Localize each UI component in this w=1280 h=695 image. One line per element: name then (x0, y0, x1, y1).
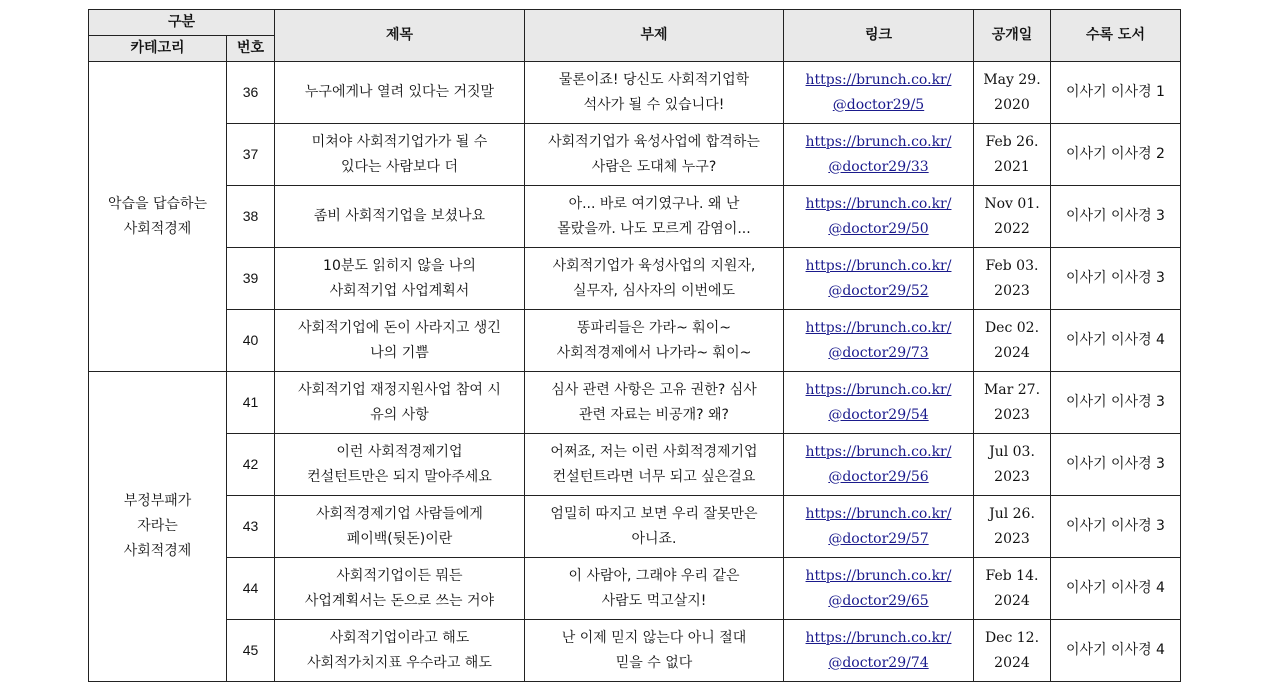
table-row (89, 62, 1181, 124)
date-cell (974, 62, 1051, 124)
title-text: 이런 사회적경제기업 (336, 443, 463, 460)
number-cell: 40 (227, 310, 275, 372)
date-text: Dec 12. (984, 629, 1040, 646)
link-text[interactable]: https://brunch.co.kr/ (805, 133, 952, 150)
link-text[interactable]: @doctor29/33 (828, 158, 929, 175)
header-date: 공개일 (974, 10, 1051, 62)
article-link[interactable] (788, 440, 969, 490)
subtitle-text: 아니죠. (631, 530, 677, 547)
link-cell (784, 434, 974, 496)
title-cell (275, 248, 525, 310)
book-cell: 이사기 이사경 3 (1051, 248, 1181, 310)
subtitle-text: 똥파리들은 가라~ 훠이~ (576, 319, 732, 336)
table-row (89, 496, 1181, 558)
subtitle-text: 사회적기업가 육성사업의 지원자, (552, 257, 756, 274)
book-cell: 이사기 이사경 3 (1051, 496, 1181, 558)
subtitle-text: 물론이죠! 당신도 사회적기업학 (558, 71, 750, 88)
title-text: 나의 기쁨 (370, 344, 429, 361)
table-row (89, 310, 1181, 372)
date-text: 2023 (994, 530, 1030, 547)
title-text: 페이백(뒷돈)이란 (346, 530, 453, 547)
table-row (89, 186, 1181, 248)
book-cell: 이사기 이사경 1 (1051, 62, 1181, 124)
link-cell (784, 248, 974, 310)
table-body (89, 62, 1181, 682)
table-row (89, 558, 1181, 620)
link-cell (784, 620, 974, 682)
title-cell (275, 186, 525, 248)
subtitle-cell (525, 496, 784, 558)
link-text[interactable]: https://brunch.co.kr/ (805, 195, 952, 212)
date-text: 2024 (994, 654, 1030, 671)
link-text[interactable]: https://brunch.co.kr/ (805, 505, 952, 522)
book-cell: 이사기 이사경 4 (1051, 310, 1181, 372)
date-text: 2022 (994, 220, 1030, 237)
title-cell (275, 310, 525, 372)
link-text[interactable]: @doctor29/52 (828, 282, 929, 299)
link-cell (784, 186, 974, 248)
link-cell (784, 558, 974, 620)
date-text: 2023 (994, 406, 1030, 423)
link-cell (784, 496, 974, 558)
article-link[interactable] (788, 130, 969, 180)
subtitle-text: 믿을 수 없다 (615, 654, 693, 671)
number-cell: 44 (227, 558, 275, 620)
subtitle-text: 사회적기업가 육성사업에 합격하는 (548, 133, 760, 150)
header-subtitle: 부제 (525, 10, 784, 62)
link-cell (784, 124, 974, 186)
title-text: 좀비 사회적기업을 보셨나요 (313, 208, 486, 224)
table-row (89, 434, 1181, 496)
subtitle-cell (525, 124, 784, 186)
subtitle-cell (525, 434, 784, 496)
category-label: 자라는 (137, 518, 178, 534)
link-text[interactable]: @doctor29/56 (828, 468, 929, 485)
subtitle-text: 사회적경제에서 나가라~ 훠이~ (556, 344, 752, 361)
book-cell: 이사기 이사경 4 (1051, 558, 1181, 620)
header-group: 구분 (89, 10, 275, 36)
title-cell (275, 372, 525, 434)
date-text: 2023 (994, 468, 1030, 485)
article-link[interactable] (788, 192, 969, 242)
title-text: 사회적기업 사업계획서 (329, 282, 470, 299)
title-text: 사업계획서는 돈으로 쓰는 거야 (304, 592, 495, 609)
date-text: Mar 27. (983, 381, 1041, 398)
title-cell (275, 558, 525, 620)
subtitle-text: 어쩌죠, 저는 이런 사회적경제기업 (550, 443, 758, 460)
link-text[interactable]: @doctor29/50 (828, 220, 929, 237)
title-text: 사회적기업에 돈이 사라지고 생긴 (298, 319, 501, 336)
title-text: 사회적가치지표 우수라고 해도 (307, 654, 492, 671)
category-label: 악습을 답습하는 (107, 195, 208, 212)
title-cell (275, 496, 525, 558)
title-text: 사회적기업이든 뭐든 (336, 567, 463, 584)
date-text: 2020 (994, 96, 1030, 113)
book-cell: 이사기 이사경 4 (1051, 620, 1181, 682)
title-text: 컨설턴트만은 되지 말아주세요 (307, 468, 492, 485)
date-text: May 29. (983, 71, 1041, 88)
number-cell: 39 (227, 248, 275, 310)
link-text[interactable]: https://brunch.co.kr/ (805, 567, 952, 584)
category-label: 사회적경제 (123, 220, 192, 237)
article-link[interactable] (788, 564, 969, 614)
title-text: 사회적경제기업 사람들에게 (316, 505, 483, 522)
subtitle-text: 난 이제 믿지 않는다 아니 절대 (561, 629, 747, 646)
header-number: 번호 (227, 36, 275, 62)
subtitle-text: 몰랐을까. 나도 모르게 감염이... (557, 220, 751, 237)
number-cell: 42 (227, 434, 275, 496)
link-text[interactable]: https://brunch.co.kr/ (805, 629, 952, 646)
category-label: 사회적경제 (123, 543, 192, 559)
subtitle-cell (525, 310, 784, 372)
subtitle-text: 이 사람아, 그래야 우리 같은 (568, 567, 740, 584)
subtitle-cell (525, 620, 784, 682)
title-cell (275, 620, 525, 682)
link-text[interactable]: https://brunch.co.kr/ (805, 381, 952, 398)
link-text[interactable]: @doctor29/74 (828, 654, 929, 671)
link-text[interactable]: @doctor29/65 (828, 592, 929, 609)
book-cell: 이사기 이사경 3 (1051, 372, 1181, 434)
date-cell (974, 124, 1051, 186)
number-cell: 45 (227, 620, 275, 682)
article-link[interactable] (788, 254, 969, 304)
link-text[interactable]: https://brunch.co.kr/ (805, 257, 952, 274)
date-cell (974, 620, 1051, 682)
date-text: Nov 01. (984, 195, 1040, 212)
subtitle-cell (525, 186, 784, 248)
link-text[interactable]: @doctor29/57 (828, 530, 929, 547)
table-row (89, 620, 1181, 682)
date-cell (974, 558, 1051, 620)
date-text: 2023 (994, 282, 1030, 299)
title-cell (275, 434, 525, 496)
title-text: 사회적기업이라고 해도 (329, 629, 470, 646)
title-text: 10분도 읽히지 않을 나의 (323, 257, 476, 274)
header-category: 카테고리 (89, 36, 227, 62)
date-text: Jul 03. (989, 443, 1035, 460)
date-cell (974, 248, 1051, 310)
subtitle-text: 컨설턴트라면 너무 되고 싶은걸요 (552, 468, 756, 485)
subtitle-text: 석사가 될 수 있습니다! (583, 96, 725, 113)
header-title: 제목 (275, 10, 525, 62)
link-cell (784, 62, 974, 124)
category-label: 부정부패가 (123, 493, 192, 509)
article-link[interactable] (788, 626, 969, 676)
date-text: Feb 03. (985, 257, 1039, 274)
date-text: 2024 (994, 344, 1030, 361)
header-book: 수록 도서 (1051, 10, 1181, 62)
date-text: 2024 (994, 592, 1030, 609)
subtitle-text: 사람도 먹고살지! (601, 592, 707, 609)
table-row (89, 248, 1181, 310)
link-text[interactable]: @doctor29/5 (832, 96, 925, 113)
title-text: 사회적기업 재정지원사업 참여 시 (298, 381, 501, 398)
title-cell (275, 124, 525, 186)
date-text: Jul 26. (989, 505, 1035, 522)
link-text[interactable]: https://brunch.co.kr/ (805, 319, 952, 336)
link-cell (784, 372, 974, 434)
date-text: Feb 26. (985, 133, 1039, 150)
date-cell (974, 434, 1051, 496)
book-cell: 이사기 이사경 2 (1051, 124, 1181, 186)
article-link[interactable] (788, 378, 969, 428)
number-cell: 43 (227, 496, 275, 558)
link-text[interactable]: https://brunch.co.kr/ (805, 443, 952, 460)
number-cell: 37 (227, 124, 275, 186)
link-text[interactable]: @doctor29/73 (828, 344, 929, 361)
table-row (89, 124, 1181, 186)
header-link: 링크 (784, 10, 974, 62)
subtitle-text: 엄밀히 따지고 보면 우리 잘못만은 (550, 505, 758, 522)
date-cell (974, 186, 1051, 248)
article-link[interactable] (788, 502, 969, 552)
number-cell: 38 (227, 186, 275, 248)
title-text: 유의 사항 (370, 406, 429, 423)
subtitle-text: 실무자, 심사자의 이번에도 (572, 282, 736, 299)
subtitle-text: 아... 바로 여기였구나. 왜 난 (568, 195, 740, 212)
date-text: Dec 02. (984, 319, 1040, 336)
subtitle-cell (525, 558, 784, 620)
date-cell (974, 496, 1051, 558)
date-text: 2021 (994, 158, 1030, 175)
book-cell: 이사기 이사경 3 (1051, 186, 1181, 248)
subtitle-cell (525, 62, 784, 124)
link-text[interactable]: @doctor29/54 (828, 406, 929, 423)
title-text: 미쳐야 사회적기업가가 될 수 (311, 133, 488, 150)
link-text[interactable]: https://brunch.co.kr/ (805, 71, 952, 88)
subtitle-text: 심사 관련 사항은 고유 권한? 심사 (551, 381, 757, 398)
article-link[interactable] (788, 316, 969, 366)
book-cell: 이사기 이사경 3 (1051, 434, 1181, 496)
date-text: Feb 14. (985, 567, 1039, 584)
article-link[interactable] (788, 68, 969, 118)
title-text: 있다는 사람보다 더 (340, 158, 459, 175)
number-cell: 36 (227, 62, 275, 124)
category-cell (89, 372, 227, 682)
subtitle-cell (525, 372, 784, 434)
title-text: 누구에게나 열려 있다는 거짓말 (304, 84, 495, 100)
title-cell (275, 62, 525, 124)
subtitle-cell (525, 248, 784, 310)
table-row (89, 372, 1181, 434)
link-cell (784, 310, 974, 372)
category-cell (89, 62, 227, 372)
subtitle-text: 사람은 도대체 누구? (591, 158, 717, 175)
number-cell: 41 (227, 372, 275, 434)
article-index-table (88, 9, 1181, 682)
date-cell (974, 372, 1051, 434)
date-cell (974, 310, 1051, 372)
subtitle-text: 관련 자료는 비공개? 왜? (579, 406, 729, 423)
